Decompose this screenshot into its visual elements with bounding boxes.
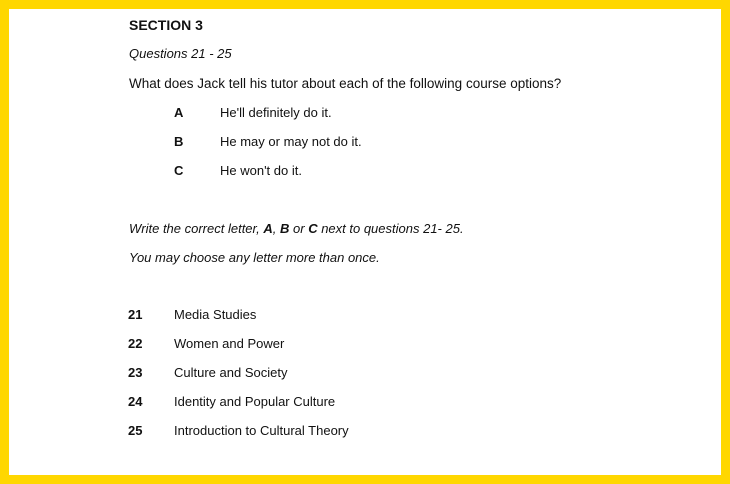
instruction-or: or [289,221,309,236]
document-page [9,9,721,475]
option-text: He won't do it. [220,163,302,178]
item-label: Introduction to Cultural Theory [174,423,349,438]
instruction-letter-b: B [280,221,290,236]
option-b [174,134,362,149]
option-letter: C [174,163,184,178]
item-number: 21 [128,307,143,322]
instruction-sep: , [272,221,280,236]
item-label: Culture and Society [174,365,288,380]
question-item-22 [128,336,284,351]
item-number: 22 [128,336,143,351]
question-item-23 [128,365,287,380]
questions-range: Questions 21 - 25 [129,46,232,61]
instruction-line-2: You may choose any letter more than once. [129,250,380,265]
item-label: Women and Power [174,336,285,351]
option-letter: B [174,134,184,149]
instruction-suffix: next to questions 21- 25. [317,221,464,236]
option-c [174,163,302,178]
option-letter: A [174,105,184,120]
instruction-text: Write the correct letter, [129,221,264,236]
question-item-24 [128,394,335,409]
item-number: 25 [128,423,143,438]
item-number: 23 [128,365,143,380]
question-item-21 [128,307,256,322]
question-item-25 [128,423,349,438]
instruction-letter-a: A [263,221,273,236]
instruction-letter-c: C [308,221,318,236]
item-label: Media Studies [174,307,257,322]
option-text: He may or may not do it. [220,134,362,149]
instruction-line-1 [129,221,464,236]
option-text: He'll definitely do it. [220,105,332,120]
question-prompt: What does Jack tell his tutor about each of the following course options? [129,76,562,91]
item-number: 24 [128,394,143,409]
section-title: SECTION 3 [129,17,203,33]
option-a [174,105,332,120]
item-label: Identity and Popular Culture [174,394,336,409]
